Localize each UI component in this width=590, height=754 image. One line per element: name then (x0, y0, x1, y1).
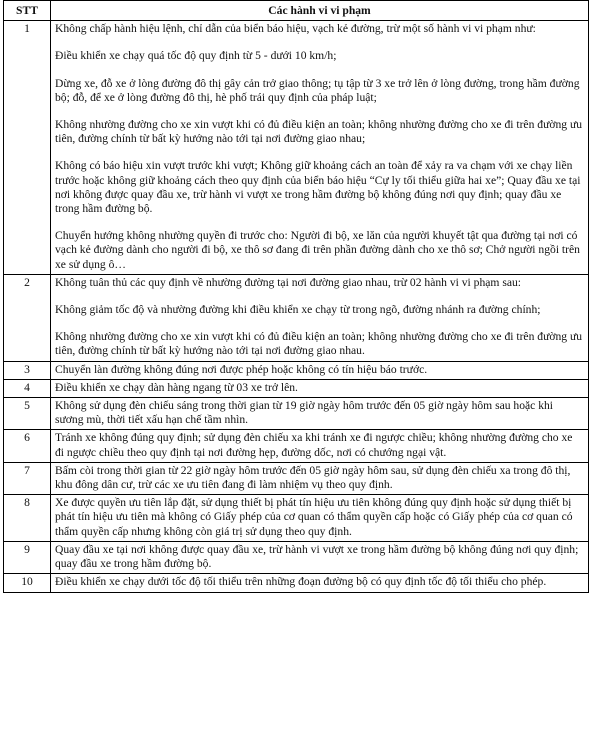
violation-paragraph: Bấm còi trong thời gian từ 22 giờ ngày hôm trước đến 05 giờ ngày hôm sau, sử dụng đèn chiếu xa trong đô thị, khu đông dân cư, trừ các xe ưu tiên đang đi làm nhiệm vụ theo quy định. (55, 463, 571, 492)
row-number: 8 (4, 495, 51, 542)
violation-paragraph: Không nhường đường cho xe xin vượt khi có đủ điều kiện an toàn; không nhường đường cho xe đi trên đường ưu tiên, đường chính từ bất kỳ hướng nào tới tại nơi đường giao nhau. (55, 330, 583, 358)
violation-paragraph: Không giảm tốc độ và nhường đường khi điều khiển xe chạy từ trong ngõ, đường nhánh ra đường chính; (55, 303, 541, 317)
row-number: 2 (4, 274, 51, 361)
row-number: 7 (4, 462, 51, 494)
violation-paragraph: Tránh xe không đúng quy định; sử dụng đèn chiếu xa khi tránh xe đi ngược chiều; không nhường đường cho xe đi ngược chiều theo quy định tại nơi đường hẹp, đường dốc, nơi có chướng ngại vật. (55, 431, 573, 459)
violation-paragraph: Điều khiển xe chạy dưới tốc độ tối thiểu trên những đoạn đường bộ có quy định tốc độ tối thiểu cho phép. (55, 575, 547, 589)
table-row (4, 495, 589, 542)
violation-paragraph: Chuyển hướng không nhường quyền đi trước cho: Người đi bộ, xe lăn của người khuyết tật qua đường tại nơi có vạch kẻ đường dành cho người đi bộ, xe thô sơ đang đi trên phần đường dành cho xe thô sơ; Chở người ngồi trên xe sử dụng ô… (55, 229, 580, 271)
row-number: 1 (4, 21, 51, 275)
violation-paragraph: Không có báo hiệu xin vượt trước khi vượt; Không giữ khoảng cách an toàn để xảy ra va chạm với xe chạy liền trước hoặc không giữ khoảng cách theo quy định của biển báo hiệu “Cự ly tối thiểu giữa hai xe”; Quay đầu xe tại nơi không được quay đầu xe, trừ hành vi vượt xe trong hầm đường bộ không đúng nơi quy định; quay đầu xe trong hầm đường bộ. (55, 159, 581, 216)
table-row (4, 541, 589, 573)
violation-paragraph: Điều khiển xe chạy quá tốc độ quy định từ 5 - dưới 10 km/h; (55, 49, 337, 63)
table-row (4, 379, 589, 397)
row-number: 6 (4, 430, 51, 462)
header-violations: Các hành vi vi phạm (51, 1, 589, 21)
row-number: 4 (4, 379, 51, 397)
violation-paragraph: Chuyển làn đường không đúng nơi được phép hoặc không có tín hiệu báo trước. (55, 362, 428, 376)
table-row (4, 361, 589, 379)
violation-description (51, 274, 589, 361)
violation-description (51, 21, 589, 275)
table-row (4, 398, 589, 430)
violation-description (51, 462, 589, 494)
violation-description (51, 495, 589, 542)
violation-paragraph: Điều khiển xe chạy dàn hàng ngang từ 03 xe trở lên. (55, 380, 298, 394)
table-body (4, 21, 589, 592)
header-stt: STT (4, 1, 51, 21)
table-row (4, 574, 589, 592)
violation-description (51, 430, 589, 462)
table-row (4, 274, 589, 361)
table-row (4, 462, 589, 494)
violations-table (3, 0, 589, 593)
header-row (4, 1, 589, 21)
violation-paragraph: Không nhường đường cho xe xin vượt khi có đủ điều kiện an toàn; không nhường đường cho xe đi trên đường ưu tiên, đường chính từ bất kỳ hướng nào tới tại nơi đường giao nhau; (55, 118, 583, 146)
table-row (4, 21, 589, 275)
row-number: 5 (4, 398, 51, 430)
violation-description (51, 361, 589, 379)
row-number: 3 (4, 361, 51, 379)
violation-paragraph: Không chấp hành hiệu lệnh, chỉ dẫn của biển báo hiệu, vạch kẻ đường, trừ một số hành vi vi phạm như: (55, 22, 536, 36)
row-number: 10 (4, 574, 51, 592)
row-number: 9 (4, 541, 51, 573)
violation-description (51, 398, 589, 430)
violation-paragraph: Không sử dụng đèn chiếu sáng trong thời gian từ 19 giờ ngày hôm trước đến 05 giờ ngày hôm sau hoặc khi sương mù, thời tiết xấu hạn chế tầm nhìn. (55, 399, 554, 427)
table-row (4, 430, 589, 462)
violation-description (51, 541, 589, 573)
violation-description (51, 379, 589, 397)
violation-paragraph: Xe được quyền ưu tiên lắp đặt, sử dụng thiết bị phát tín hiệu ưu tiên không đúng quy định hoặc sử dụng thiết bị phát tín hiệu ưu tiên mà không có Giấy phép của cơ quan có thẩm quyền cấp hoặc có Giấy phép của cơ quan có thẩm quyền cấp nhưng không còn giá trị sử dụng theo quy định. (55, 496, 573, 538)
violation-paragraph: Quay đầu xe tại nơi không được quay đầu xe, trừ hành vi vượt xe trong hầm đường bộ không đúng nơi quy định; quay đầu xe trong hầm đường bộ. (55, 542, 579, 571)
violation-paragraph: Không tuân thủ các quy định về nhường đường tại nơi đường giao nhau, trừ 02 hành vi vi phạm sau: (55, 275, 521, 289)
violation-paragraph: Dừng xe, đỗ xe ở lòng đường đô thị gây cản trở giao thông; tụ tập từ 3 xe trở lên ở lòng đường, trong hầm đường bộ; đỗ, để xe ở lòng đường đô thị, hè phố trái quy định của pháp luật; (55, 76, 580, 104)
violation-description (51, 574, 589, 592)
